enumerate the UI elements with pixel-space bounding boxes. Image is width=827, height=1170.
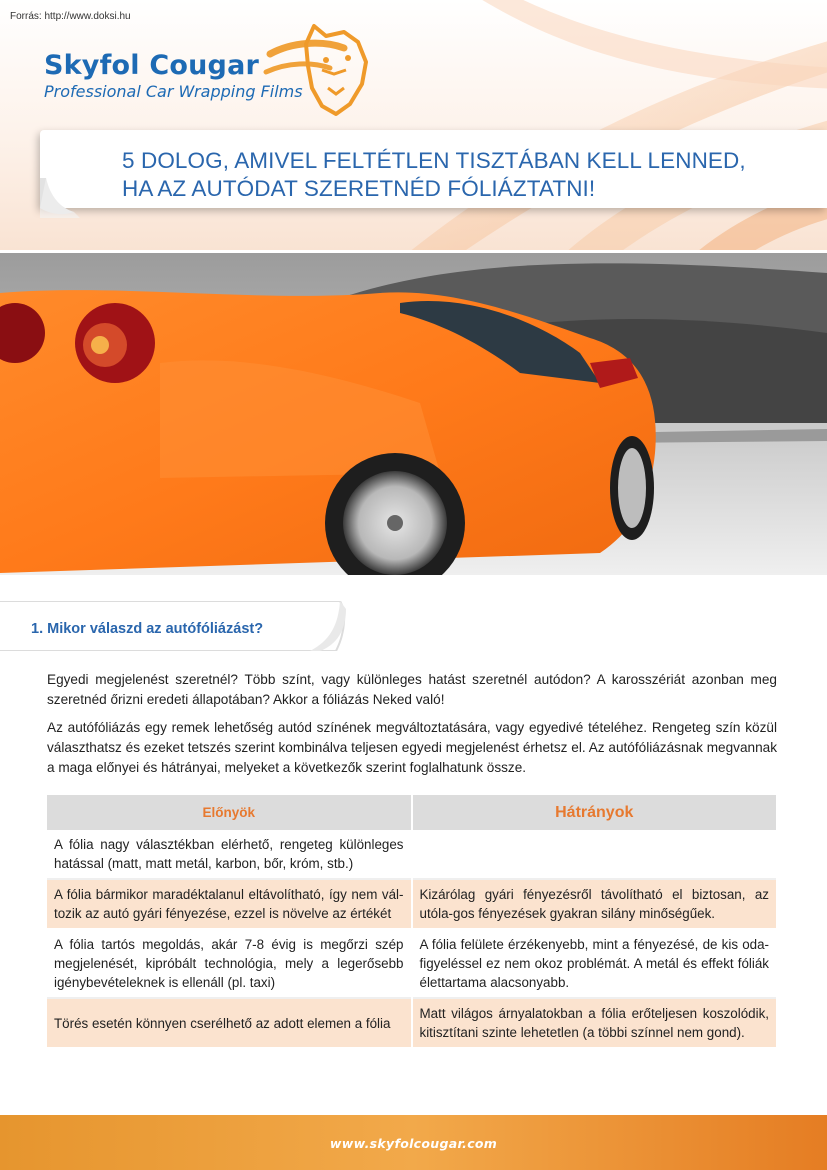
table-cell-con: [413, 830, 777, 880]
table-header-cons: Hátrányok: [413, 795, 777, 830]
hero-car-photo: [0, 253, 827, 575]
table-header-pros: Előnyök: [47, 795, 411, 830]
page-title-line2: HA AZ AUTÓDAT SZERETNÉD FÓLIÁZTATNI!: [122, 176, 596, 201]
table-row: [47, 880, 776, 930]
header-background: [0, 0, 827, 250]
table-cell-con: Matt világos árnyalatokban a fólia erőteljesen koszolódik, kitisztítani szinte lehetetlen (a többi színnel nem gond).: [413, 999, 777, 1049]
source-note: Forrás: http://www.doksi.hu: [10, 11, 131, 22]
table-cell-con: A fólia felülete érzékenyebb, mint a fényezésé, de kis oda-figyeléssel ez nem okoz problémát. A metál és effekt fóliák élettartama alacsonyabb.: [413, 930, 777, 999]
title-banner: [40, 130, 827, 208]
table-row: [47, 830, 776, 880]
table-row: [47, 999, 776, 1049]
section-heading: 1. Mikor válaszd az autófóliázást?: [31, 621, 264, 637]
decorative-swoosh: [347, 0, 827, 250]
intro-paragraph-1: Egyedi megjelenést szeretnél? Több színt, vagy különleges hatást szeretnél autódon? A karosszériát azonban meg szeretnéd őrizni eredeti állapotában? Akkor a fóliázás Neked való!: [47, 672, 777, 707]
table-cell-pro: A fólia nagy választékban elérhető, rengeteg különleges hatással (matt, matt metál, karbon, bőr, króm, stb.): [47, 830, 411, 880]
table-cell-pro: A fólia tartós megoldás, akár 7-8 évig is megőrzi szép megjelenését, kipróbált technológia, mely a legerősebb igénybevételeknek is ellenáll (pl. taxi): [47, 930, 411, 999]
table-cell-pro: A fólia bármikor maradéktalanul eltávolítható, így nem vál-tozik az autó gyári fényezése, ezzel is növelve az értékét: [47, 880, 411, 930]
brand-name: Skyfol Cougar: [44, 50, 260, 81]
page-title: [122, 147, 746, 203]
table-row: [47, 930, 776, 999]
cougar-logo-icon: [262, 14, 372, 124]
table-cell-pro: Törés esetén könnyen cserélhető az adott elemen a fólia: [47, 999, 411, 1049]
intro-paragraph-2: Az autófóliázás egy remek lehetőség autód színének megváltoztatására, vagy egyedivé tételéhez. Rengeteg szín közül választhatsz és ezeket tetszés szerint kombinálva teljesen egyedi megjelenést érhetsz el. Az autófóliázásnak megvannak a maga előnyei és hátrányai, melyeket a következők szerint foglalhatunk össze.: [47, 720, 777, 775]
pros-cons-table: [45, 795, 778, 1049]
brand-tagline: Professional Car Wrapping Films: [44, 82, 303, 101]
footer-website-link[interactable]: www.skyfolcougar.com: [329, 1136, 498, 1151]
table-cell-con: Kizárólag gyári fényezésről távolítható el biztosan, az utóla-gos fényezések gyakran silány minőségűek.: [413, 880, 777, 930]
page-fold-decoration: [40, 178, 80, 218]
page-title-line1: 5 DOLOG, AMIVEL FELTÉTLEN TISZTÁBAN KELL LENNED,: [122, 148, 746, 173]
